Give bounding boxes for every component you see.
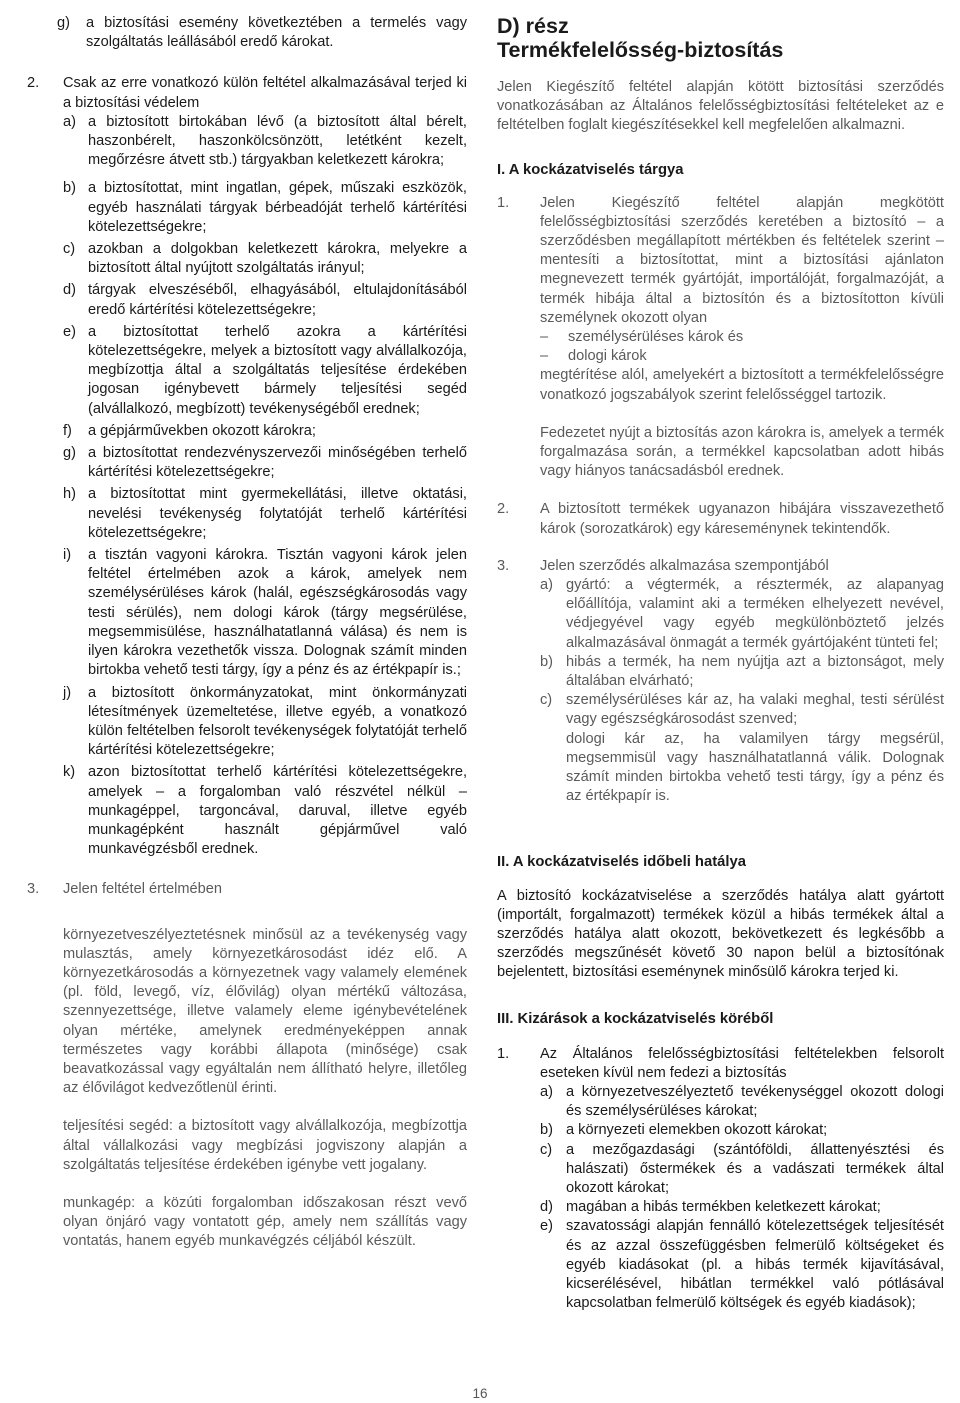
sub-label: h): [63, 486, 76, 503]
sub-item-j: [63, 684, 467, 761]
sub-item-c: [540, 691, 944, 729]
sub-text: azon biztosítottat terhelő kártérítési kötelezettségekre, amelyek – a forgalomban való részvétel nélkül – munkagéppel, targoncával, daruval, illetve egyéb munkagépként használt gépjárművel való munkavégzésből erednek.: [88, 764, 467, 858]
part-title: D) rész: [497, 14, 569, 38]
sub-item-d: [63, 281, 467, 319]
list-label: 3.: [497, 557, 510, 574]
section-3-title: III. Kizárások a kockázatviselés köréből: [497, 1010, 774, 1027]
sec3-item-1: [497, 1045, 944, 1314]
list-item-3: [27, 880, 467, 899]
sub-text: a biztosítottat mint gyermekellátási, illetve oktatási, nevelési tevékenység folytatóját terhelő kártérítési kötelezettségekre;: [88, 486, 467, 541]
sub-label: c): [63, 241, 76, 258]
sub-text: azokban a dolgokban keletkezett károkra, melyekre a biztosított által nyújtott szolgáltatás irányul;: [88, 241, 467, 277]
part-subtitle: Termékfelelősség-biztosítás: [497, 38, 784, 62]
sub-label: d): [540, 1199, 553, 1216]
sub-item-g: [63, 444, 467, 482]
dash-text: személysérüléses károk és: [568, 329, 744, 346]
sub-item-c-cont: dologi kár az, ha valamilyen tárgy megsérül, megsemmisül vagy használhatatlanná válik. Dolognak számít minden birtokba vehető testi tárgy, így a pénz és az értékpapír is.: [566, 730, 944, 805]
list-text: a biztosítási esemény következtében a termelés vagy szolgáltatás leállásából eredő károkat.: [86, 15, 467, 51]
sub-item-k: [63, 763, 467, 859]
page-number: 16: [472, 1386, 488, 1401]
list-label: g): [57, 15, 70, 31]
list-body: [540, 1045, 944, 1314]
sub-text: gyártó: a végtermék, a résztermék, az alapanyag előállítója, valamint aki a terméken elhelyezett nevével, védjegyével vagy egyéb megkülönböztető jelzés alkalmazásával önmagát a termék gyártójaként tünteti fel;: [566, 577, 944, 651]
sec1-item-3: [497, 557, 944, 807]
dash-label: –: [540, 329, 549, 346]
sub-label: g): [63, 445, 76, 462]
sub-text: szavatossági alapján fennálló kötelezettségek teljesítését és az azzal összefüggésben felmerülő költségeket és egyéb kiadásokat (pl. a hibás termék kijavításával, kicserélésével, hibátlan termékkel való pótlásával kapcsolatban felmerülő költségek és egyéb kiadások);: [566, 1218, 944, 1312]
sub-text: a gépjárművekben okozott károkra;: [88, 422, 316, 439]
list-body: [540, 194, 944, 482]
sub-text: a mezőgazdasági (szántóföldi, állattenyésztési és halászati) őstermékek és a vadászati termékek által okozott károkat;: [566, 1141, 944, 1196]
sub-label: k): [63, 764, 76, 781]
list-body: [63, 880, 467, 899]
definition-work-machine: munkagép: a közúti forgalomban időszakosan részt vevő olyan önjáró vagy vontatott gép, amely nem szállítás vagy vontatás, hanem egyéb munkavégzés céljából készült.: [63, 1194, 467, 1250]
sub-text: a biztosítottat, mint ingatlan, gépek, műszaki eszközök, egyéb használati tárgyak bérbeadóját terhelő kártérítési kötelezettségekre;: [88, 180, 467, 235]
dash-label: –: [540, 348, 549, 365]
sub-text: személysérüléses kár az, ha valaki meghal, testi sérülést vagy egészségkárosodást szenved;: [566, 692, 944, 728]
sub-label: f): [63, 422, 72, 439]
sub-text: a tisztán vagyoni károkra. Tisztán vagyoni károk jelen feltétel értelmében azok a károk, amelyek nem személysérüléses károk (halál, egészségkárosodás vagy testi sérülés), nem dologi károk (tárgy megsérülése, megsemmisülése, használhatatlanná válása) és nem is ilyen károkra vezethetők vissza. Dolognak számít minden birtokba vehető testi tárgy, így a pénz és az értékpapír is.;: [88, 547, 467, 679]
list-label: 1.: [497, 194, 510, 211]
list-label: 2.: [497, 501, 510, 518]
sub-label: e): [63, 323, 76, 340]
dash-item-2: [540, 347, 944, 366]
sub-label: j): [63, 684, 72, 701]
sub-item-a: [540, 1083, 944, 1121]
sub-label: c): [540, 1141, 553, 1158]
sub-item-e: [540, 1217, 944, 1313]
sub-text: a biztosítottat rendezvényszervezői minőségében terhelő kártérítési kötelezettségekre;: [88, 445, 467, 481]
sub-label: c): [540, 692, 553, 709]
sec1-item-2: [497, 500, 944, 538]
part-intro: Jelen Kiegészítő feltétel alapján kötött biztosítási szerződés vonatkozásában az Általános felelősségbiztosítási feltételeket az e feltételben foglalt kiegészítésekkel kell megfelelően alkalmazni.: [497, 79, 944, 134]
sub-item-b: [540, 1121, 944, 1140]
sub-item-c: [540, 1141, 944, 1199]
sub-item-a: [63, 113, 467, 171]
coverage-text: Fedezetet nyújt a biztosítás azon károkra is, amelyek a termék forgalmazása során, a termékkel kapcsolatban adott hibás vagy hiányos tanácsadásból erednek.: [540, 424, 944, 480]
list-label: 3.: [27, 881, 40, 898]
sec1-item-1: [497, 194, 944, 482]
sub-text: hibás a termék, ha nem nyújtja azt a biztonságot, mely általában elvárható;: [566, 653, 944, 690]
list-label: 1.: [497, 1045, 510, 1062]
dash-text: dologi károk: [568, 348, 647, 365]
list-body: [63, 74, 467, 859]
list-text-cont: megtérítése alól, amelyekért a biztosított a termékfelelősségre vonatkozó jogszabályok szerint felelősséggel tartozik.: [540, 367, 944, 403]
sub-text: a környezeti elemekben okozott károkat;: [566, 1122, 828, 1139]
sub-item-a: [540, 576, 944, 653]
sub-item-h: [63, 485, 467, 543]
dash-item-1: [540, 328, 944, 347]
sub-label: a): [63, 113, 76, 130]
sub-label: d): [63, 282, 76, 299]
sub-item-i: [63, 546, 467, 680]
sub-label: b): [63, 180, 76, 197]
list-intro: Jelen szerződés alkalmazása szempontjából: [540, 557, 829, 574]
section-2-title: II. A kockázatviselés időbeli hatálya: [497, 853, 746, 870]
definition-environmental: környezetveszélyeztetésnek minősül az a tevékenység vagy mulasztás, amely környezetkárosodást idéz elő. A környezetkárosodás a környezetnek vagy valamely elemének (pl. föld, levegő, víz, élővilág) olyan mértékű változása, szennyezettsége, illetve valamely eleme igénybevételének olyan mértéke, amelynek eredményeképpen annak természetes vagy korábbi állapota (minősége) csak beavatkozással vagy egyáltalán nem állítható helyre, illetőleg az élővilágot kedvezőtlenül érinti.: [63, 926, 467, 1097]
sub-label: a): [540, 1083, 553, 1100]
list-text: Jelen Kiegészítő feltétel alapján megkötött felelősségbiztosítási szerződés keretében a biztosító – a szerződésben megállapított mértékben és feltételek szerint – mentesíti a biztosítottat, mint a biztosítási ajánlaton megnevezett termék gyártóját, importálóját, forgalmazóját, a termék hibája által a biztosítón és a biztosítotton kívüli személynek okozott olyan: [540, 194, 944, 326]
section-1-title: I. A kockázatviselés tárgya: [497, 161, 684, 178]
sub-text: a biztosított birtokában lévő (a biztosított által bérelt, haszonbérelt, haszonkölcsönzött, letétként kezelt, megőrzésre átvett stb.) tárgyakban keletkezett károkra;: [88, 113, 467, 169]
sub-item-c: [63, 240, 467, 278]
list-intro: Csak az erre vonatkozó külön feltétel alkalmazásával terjed ki a biztosítási védelem: [63, 75, 467, 111]
list-intro: Jelen feltétel értelmében: [63, 881, 223, 898]
list-intro: Az Általános felelősségbiztosítási feltételekben felsorolt eseteken kívül nem fedezi a biztosítás: [540, 1045, 944, 1081]
sub-text: a környezetveszélyeztető tevékenységgel okozott dologi és személysérüléses károkat;: [566, 1083, 944, 1120]
sub-label: a): [540, 577, 553, 594]
sub-label: b): [540, 653, 553, 670]
list-body: [540, 557, 944, 807]
list-text: A biztosított termékek ugyanazon hibájára visszavezethető károk (sorozatkárok) egy káreseménynek tekintendők.: [540, 501, 944, 537]
section-2-text: A biztosító kockázatviselése a szerződés hatálya alatt gyártott (importált, forgalmazott) termékek közül a hibás termékek által a szerződés hatálya alatt okozott, bekövetkezett és legkésőbb a szerződés megszűnését követő 30 napon belül a biztosítónak bejelentett, biztosítási eseménynek minősülő károkra terjed ki.: [497, 887, 944, 981]
sub-item-e: [63, 323, 467, 419]
list-label: 2.: [27, 75, 40, 92]
sub-text: a biztosítottat terhelő azokra a kártérítési kötelezettségekre, melyek a biztosított vagy alvállalkozója, megbízottja által a szolgáltatás teljesítése érdekében jogosan igénybevett bármely teljesítési segéd (alvállalkozó, megbízott) tevékenységéből erednek;: [88, 323, 467, 417]
sub-item-f: [63, 422, 467, 441]
sub-item-d: [540, 1198, 944, 1217]
definition-performance-helper: teljesítési segéd: a biztosított vagy alvállalkozója, megbízottja által vállalkozási vagy megbízási jogviszony alapján a szolgáltatás teljesítése érdekében igénybe vett jogalany.: [63, 1118, 467, 1173]
sub-label: e): [540, 1218, 553, 1235]
sub-text: tárgyak elveszéséből, elhagyásából, eltulajdonításából eredő kártérítési kötelezettségekre;: [88, 282, 467, 318]
sub-label: i): [63, 547, 72, 564]
sub-item-b: [540, 653, 944, 691]
sub-text: magában a hibás termékben keletkezett károkat;: [566, 1199, 881, 1216]
list-item-2: [27, 74, 467, 859]
list-item-g: [27, 0, 467, 52]
sub-text: a biztosított önkormányzatokat, mint önkormányzati létesítmények üzemeltetése, illetve egyéb, a vonatkozó külön feltételben felsorolt tevékenységek folytatóját terhelő kártérítési kötelezettségekre;: [88, 684, 467, 759]
sub-label: b): [540, 1122, 553, 1139]
sub-item-b: [63, 179, 467, 237]
left-column: [27, 0, 467, 1252]
right-column: [497, 0, 944, 1313]
